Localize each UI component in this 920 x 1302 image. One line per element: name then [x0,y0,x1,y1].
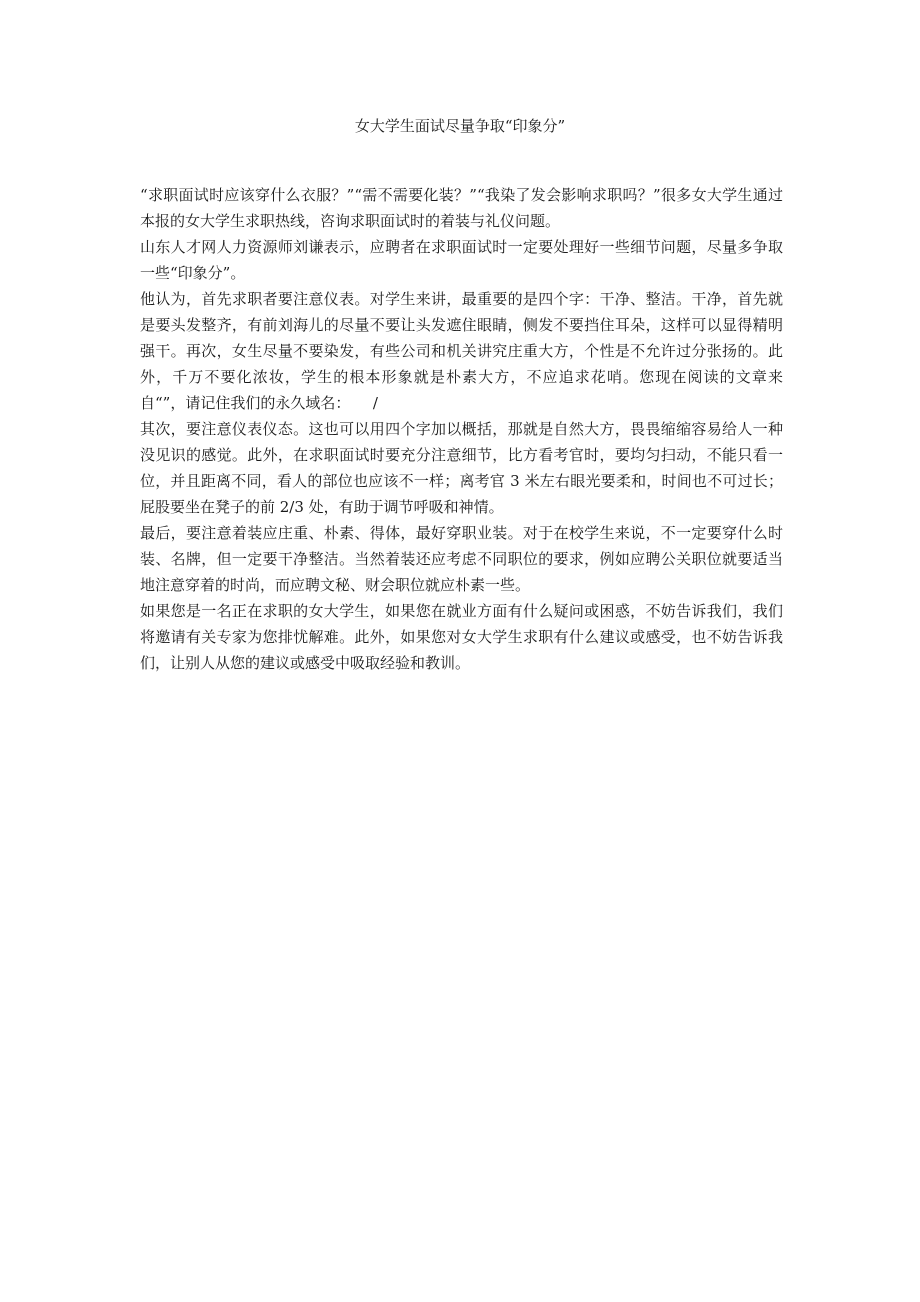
paragraph: 山东人才网人力资源师刘谦表示，应聘者在求职面试时一定要处理好一些细节问题，尽量多争取一些“印象分”。 [140,238,783,282]
document-body [140,182,783,676]
paragraph: 其次，要注意仪表仪态。这也可以用四个字加以概括，那就是自然大方，畏畏缩缩容易给人一种没见识的感觉。此外，在求职面试时要充分注意细节，比方看考官时，要均匀扫动，不能只看一位，并且距离不同，看人的部位也应该不一样；离考官 3 米左右眼光要柔和，时间也不可过长；屁股要坐在凳子的前 2/3 处，有助于调节呼吸和神情。 [140,420,783,516]
paragraph: 如果您是一名正在求职的女大学生，如果您在就业方面有什么疑问或困惑，不妨告诉我们，我们将邀请有关专家为您排忧解难。此外，如果您对女大学生求职有什么建议或感受，也不妨告诉我们，让别人从您的建议或感受中吸取经验和教训。 [140,602,783,672]
document-title: 女大学生面试尽量争取“印象分” [354,117,566,135]
paragraph: 最后，要注意着装应庄重、朴素、得体，最好穿职业装。对于在校学生来说，不一定要穿什么时装、名牌，但一定要干净整洁。当然着装还应考虑不同职位的要求，例如应聘公关职位就要适当地注意穿着的时尚，而应聘文秘、财会职位就应朴素一些。 [140,524,783,594]
paragraph: “求职面试时应该穿什么衣服？”“需不需要化装？”“我染了发会影响求职吗？”很多女大学生通过本报的女大学生求职热线，咨询求职面试时的着装与礼仪问题。 [140,186,783,230]
paragraph: 他认为，首先求职者要注意仪表。对学生来讲，最重要的是四个字：干净、整洁。干净，首先就是要头发整齐，有前刘海儿的尽量不要让头发遮住眼睛，侧发不要挡住耳朵，这样可以显得精明强干。再次，女生尽量不要染发，有些公司和机关讲究庄重大方，个性是不允许过分张扬的。此外，千万不要化浓妆，学生的根本形象就是朴素大方，不应追求花哨。您现在阅读的文章来自“”，请记住我们的永久域名： / [140,290,783,412]
